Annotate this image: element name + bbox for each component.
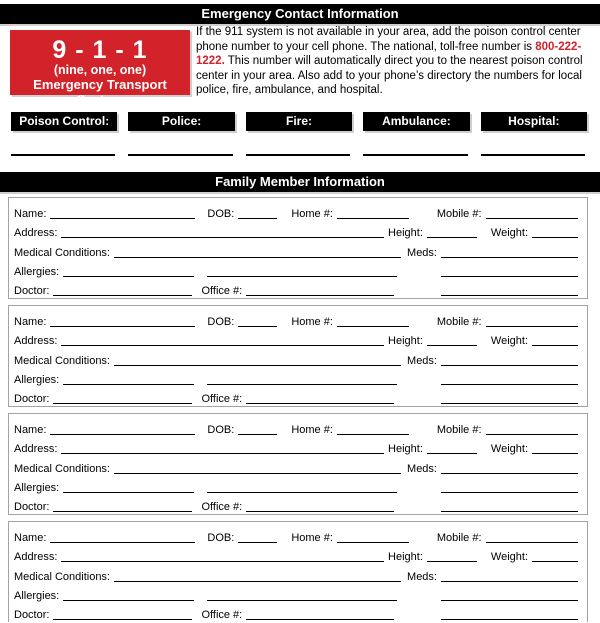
doctor-label: Doctor:: [14, 284, 50, 297]
name-label: Name:: [14, 532, 47, 545]
hospital-write-in-line: [481, 154, 585, 156]
member-row-address: [14, 437, 578, 456]
home-phone-label: Home #:: [291, 532, 333, 545]
mobile-phone-label: Mobile #:: [436, 208, 482, 221]
allergies-line: [63, 384, 194, 385]
weight-label: Weight:: [490, 335, 528, 348]
meds-label: Meds:: [407, 570, 437, 583]
mobile-phone-label: Mobile #:: [436, 316, 482, 329]
height-label: Height:: [388, 443, 423, 456]
address-label: Address:: [14, 335, 58, 348]
doctor-label: Doctor:: [14, 500, 50, 513]
weight-line: [532, 237, 578, 238]
member-row-medical: [14, 564, 578, 583]
police-write-in-line: [128, 154, 232, 156]
allergies-label: Allergies:: [14, 481, 60, 494]
meds-continuation-line-2: [441, 511, 578, 512]
doctor-label: Doctor:: [14, 392, 50, 405]
office-phone-label: Office #:: [201, 500, 243, 513]
poison-control-phone-number: 800-222-1222.: [196, 40, 582, 68]
meds-continuation-line-2: [441, 403, 578, 404]
mobile-phone-line: [486, 326, 578, 327]
member-row-allergies: [14, 584, 578, 603]
medical-conditions-line: [114, 473, 401, 474]
office-phone-line: [246, 511, 394, 512]
dob-line: [238, 434, 277, 435]
911-caption: Emergency Transport System: [33, 77, 167, 107]
weight-line: [532, 561, 578, 562]
office-phone-line: [246, 619, 394, 620]
family-member-block: [8, 305, 588, 407]
allergies-line: [63, 276, 194, 277]
member-row-name: [14, 526, 578, 545]
dob-label: DOB:: [207, 316, 235, 329]
911-number: 9 - 1 - 1: [52, 36, 148, 64]
dob-label: DOB:: [207, 532, 235, 545]
family-member-block: [8, 413, 588, 515]
office-phone-label: Office #:: [201, 392, 243, 405]
emergency-contact-header-bar: [0, 4, 600, 24]
member-row-allergies: [14, 260, 578, 279]
intro-text-before: If the 911 system is not available in your area, add the poison control center phone number to your cell phone. The national, toll-free number is: [196, 26, 581, 53]
mobile-phone-label: Mobile #:: [436, 424, 482, 437]
contact-write-in-lines: [11, 154, 585, 156]
emergency-contacts-row: [11, 112, 587, 131]
home-phone-label: Home #:: [291, 208, 333, 221]
height-line: [427, 237, 477, 238]
poison-control-write-in-line: [11, 154, 115, 156]
dob-label: DOB:: [207, 208, 235, 221]
mobile-phone-line: [486, 218, 578, 219]
doctor-line: [53, 511, 192, 512]
allergies-continuation-line: [207, 276, 397, 277]
home-phone-line: [337, 434, 409, 435]
allergies-label: Allergies:: [14, 589, 60, 602]
name-label: Name:: [14, 208, 47, 221]
meds-continuation-line-2: [441, 619, 578, 620]
name-label: Name:: [14, 424, 47, 437]
contact-label-police: Police:: [128, 112, 234, 131]
contact-label-poison-control: Poison Control:: [11, 112, 117, 131]
allergies-continuation-line: [207, 600, 397, 601]
allergies-line: [63, 600, 194, 601]
office-phone-label: Office #:: [201, 284, 243, 297]
emergency-contact-title: Emergency Contact Information: [201, 6, 399, 21]
dob-line: [238, 326, 277, 327]
height-label: Height:: [388, 551, 423, 564]
intro-text-after: This number will automatically direct you to the nearest poison control center in your area. Also add to your phone’s directory the numbers for local police, fire, ambulance, and hospital.: [196, 55, 583, 97]
height-line: [427, 453, 477, 454]
family-member-block: [8, 197, 588, 299]
allergies-label: Allergies:: [14, 373, 60, 386]
dob-line: [238, 218, 277, 219]
allergies-continuation-line: [207, 384, 397, 385]
home-phone-label: Home #:: [291, 424, 333, 437]
member-row-allergies: [14, 368, 578, 387]
meds-label: Meds:: [407, 462, 437, 475]
meds-continuation-line: [441, 384, 578, 385]
name-line: [50, 326, 195, 327]
member-row-doctor: [14, 387, 578, 406]
weight-label: Weight:: [490, 551, 528, 564]
911-words: (nine, one, one): [53, 63, 147, 77]
home-phone-label: Home #:: [291, 316, 333, 329]
weight-label: Weight:: [490, 227, 528, 240]
address-line: [61, 561, 384, 562]
meds-line: [441, 473, 578, 474]
member-row-name: [14, 202, 578, 221]
member-row-medical: [14, 240, 578, 259]
contact-label-ambulance: Ambulance:: [363, 112, 469, 131]
doctor-label: Doctor:: [14, 608, 50, 621]
home-phone-line: [337, 542, 409, 543]
medical-conditions-label: Medical Conditions:: [14, 246, 110, 259]
member-row-name: [14, 310, 578, 329]
contact-label-fire: Fire:: [246, 112, 352, 131]
address-line: [61, 453, 384, 454]
member-row-address: [14, 329, 578, 348]
meds-label: Meds:: [407, 354, 437, 367]
weight-line: [532, 345, 578, 346]
name-line: [50, 218, 195, 219]
family-member-title: Family Member Information: [215, 174, 385, 189]
meds-continuation-line: [441, 492, 578, 493]
medical-conditions-label: Medical Conditions:: [14, 570, 110, 583]
meds-line: [441, 581, 578, 582]
fire-write-in-line: [246, 154, 350, 156]
allergies-line: [63, 492, 194, 493]
address-line: [61, 237, 384, 238]
height-line: [427, 561, 477, 562]
family-member-header-bar: [0, 172, 600, 192]
doctor-line: [53, 619, 192, 620]
address-label: Address:: [14, 551, 58, 564]
meds-line: [441, 257, 578, 258]
meds-line: [441, 365, 578, 366]
doctor-line: [53, 295, 192, 296]
dob-label: DOB:: [207, 424, 235, 437]
member-row-doctor: [14, 279, 578, 298]
meds-continuation-line: [441, 600, 578, 601]
height-label: Height:: [388, 335, 423, 348]
home-phone-line: [337, 218, 409, 219]
doctor-line: [53, 403, 192, 404]
name-line: [50, 542, 195, 543]
member-row-medical: [14, 456, 578, 475]
meds-label: Meds:: [407, 246, 437, 259]
contact-label-hospital: Hospital:: [481, 112, 587, 131]
name-line: [50, 434, 195, 435]
ambulance-write-in-line: [363, 154, 467, 156]
family-member-block: [8, 521, 588, 622]
office-phone-label: Office #:: [201, 608, 243, 621]
allergies-continuation-line: [207, 492, 397, 493]
member-row-medical: [14, 348, 578, 367]
member-row-address: [14, 545, 578, 564]
home-phone-line: [337, 326, 409, 327]
address-label: Address:: [14, 227, 58, 240]
dob-line: [238, 542, 277, 543]
address-line: [61, 345, 384, 346]
911-box: [10, 30, 190, 107]
mobile-phone-label: Mobile #:: [436, 532, 482, 545]
member-row-doctor: [14, 603, 578, 622]
meds-continuation-line-2: [441, 295, 578, 296]
member-row-allergies: [14, 476, 578, 495]
mobile-phone-line: [486, 542, 578, 543]
medical-conditions-label: Medical Conditions:: [14, 462, 110, 475]
medical-conditions-label: Medical Conditions:: [14, 354, 110, 367]
member-row-address: [14, 221, 578, 240]
height-label: Height:: [388, 227, 423, 240]
address-label: Address:: [14, 443, 58, 456]
member-row-doctor: [14, 495, 578, 514]
name-label: Name:: [14, 316, 47, 329]
weight-label: Weight:: [490, 443, 528, 456]
medical-conditions-line: [114, 581, 401, 582]
mobile-phone-line: [486, 434, 578, 435]
medical-conditions-line: [114, 257, 401, 258]
medical-conditions-line: [114, 365, 401, 366]
office-phone-line: [246, 403, 394, 404]
member-row-name: [14, 418, 578, 437]
meds-continuation-line: [441, 276, 578, 277]
intro-paragraph: [196, 25, 595, 98]
office-phone-line: [246, 295, 394, 296]
weight-line: [532, 453, 578, 454]
allergies-label: Allergies:: [14, 265, 60, 278]
height-line: [427, 345, 477, 346]
family-members-section: [8, 197, 588, 623]
